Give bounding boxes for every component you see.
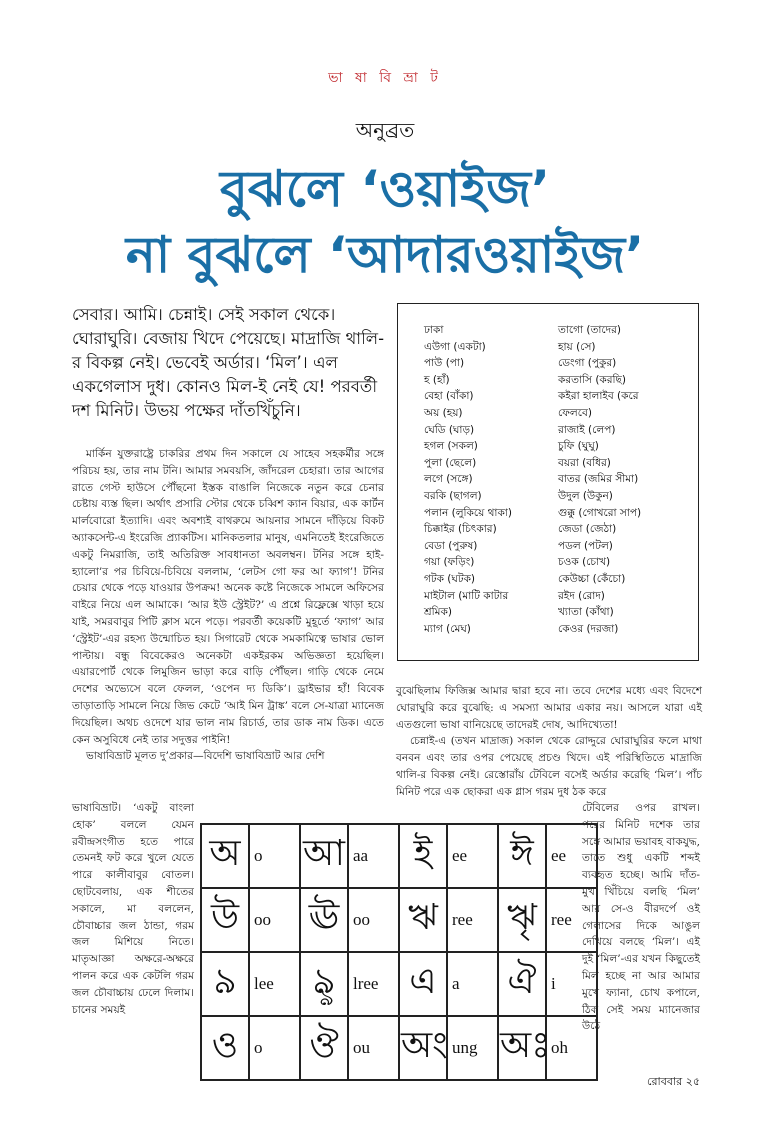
headline-line-2: না বুঝলে ‘আদারওয়াইজ’	[125, 226, 645, 284]
glossary-entry: গয়া (ফড়িং)	[424, 556, 475, 569]
vowel-transliteration: ree	[546, 888, 597, 952]
glossary-entry: বাতর (জমির সীমা)	[558, 473, 639, 486]
vowel-glyph: ঔ	[300, 1016, 348, 1080]
body-paragraph: বুঝেছিলাম ফিজিক্স আমার দ্বারা হবে না। তবে দেশের মধ্যে এবং বিদেশে ঘোরাঘুরি করে বুঝেছি: এ সমস্যা আমার একার নয়। আসলে যারা এই এতগুলো ভাষা বানিয়েছে তাদেরই দোষ, আদিখ্যেতা!	[396, 685, 702, 731]
vowel-transliteration: o	[249, 824, 300, 888]
glossary-entry: মাইটাল (মাটি কাটার	[424, 589, 509, 602]
vowel-transliteration: ree	[447, 888, 498, 952]
glossary-entry: চওক (চোখ)	[558, 556, 611, 569]
vowel-table-row	[201, 1016, 597, 1080]
glossary-column-left	[424, 322, 550, 637]
vowel-table-row	[201, 824, 597, 888]
author-name: অনুব্রত	[355, 118, 415, 142]
vowel-transliteration: ee	[447, 824, 498, 888]
glossary-entry: পুলা (ছেলে)	[424, 456, 477, 469]
body-column-left	[72, 446, 384, 765]
glossary-entry: কেওর (দরজা)	[558, 622, 619, 635]
vowel-glyph: ঋ	[399, 888, 447, 952]
body-column-right-lower	[582, 800, 700, 1035]
glossary-entry: করতাসি (করছি)	[558, 373, 627, 386]
headline	[0, 156, 770, 288]
headline-line-1: বুঝলে ‘ওয়াইজ’	[220, 160, 550, 218]
vowel-transliteration: aa	[348, 824, 399, 888]
body-paragraph: মার্কিন যুক্তরাষ্ট্রে চাকরির প্রথম দিন সকালে যে সাহেব সহকর্মীর সঙ্গে পরিচয় হয়, তার নাম টনি। আমার সমবয়সি, জাঁদরেল চেহারা। তার আগের রাতে গেস্ট হাউসে পৌঁছনো ইস্তক বাঙালি নিজেকে নতুন করে চেনার চেষ্টায় ব্যস্ত ছিল। অর্থাৎ প্রসারি স্টোর থেকে চব্বিশ ক্যান বিয়ার, এক কার্টন মার্লবোরো ইত্যাদি। এবং অবশ্যই বাথরুমে আয়নার সামনে দাঁড়িয়ে বিকট অ্যাকসেন্ট-এ ইংরেজি প্র্যাকটিস। মানিকতলার মানুষ, এমনিতেই ইংরেজিতে একটু নিমরাজি, তাই অতিরিক্ত সাবধানতা অবলম্বন। টনির সঙ্গে হাই-হ্যালো’র পর চিবিয়ে-চিবিয়ে বললাম, ‘লেটস গো ফর আ ফ্যাগ’! টনির চেয়ার থেকে পড়ে যাওয়ার উপক্রম! অনেক কষ্টে নিজেকে সামলে অফিসের বাইরে নিয়ে এল আমাকে। ‘আর ইউ স্ট্রেইট?’ এ প্রশ্নে রিফ্লেক্সে খাড়া হয়ে যাই, সমরবাবুর পিটি ক্লাস মনে পড়ে। পরবর্তী কয়েকটি মুহূর্তে ‘ফ্যাগ’ আর ‘স্ট্রেইট’-এর রহস্য উন্মোচিত হয়। সিগারেট থেকে সমকামিত্বে ভাষার ভোল পাল্টায়। বন্ধু বিবেকেরও অনেকটা একইরকম অভিজ্ঞতা হয়েছিল। এয়ারপোর্ট থেকে লিমুজিন ভাড়া করে বাড়ি পৌঁছল। গাড়ি থেকে নেমে দেশের অভ্যেসে বলে ফেলল, ‘ওপেন দ্য ডিকি’। ড্রাইভার হাঁ! বিবেক তাড়াতাড়ি সামলে নিয়ে জিভ কেটে ‘আই মিন ট্রাঙ্ক’ বলে সে-যাত্রা ম্যানেজ দিয়েছিল। অথচ ওদেশে যার ভাল নাম রিচার্ড, তার ডাক নাম ডিক। এতে কেন অসুবিধে নেই তার সদুত্তর পাইনি!	[72, 448, 384, 746]
glossary-entry: তাগো (তাদের)	[558, 324, 622, 336]
vowel-transliteration: ou	[348, 1016, 399, 1080]
glossary-entry: রইদ (রোদ)	[558, 589, 605, 602]
vowel-transliteration: ung	[447, 1016, 498, 1080]
vowel-glyph: অং	[399, 1016, 447, 1080]
vowel-glyph: উ	[201, 888, 249, 952]
body-paragraph: টেবিলের ওপর রাখল। পরের মিনিট দশেক তার সঙ্গে আমার ভয়াবহ বাকযুদ্ধ, তাতে শুধু একটি শব্দই ব্যবহৃত হচ্ছে। আমি দাঁত-মুখ খিঁচিয়ে বলছি ‘মিল’ আর সে-ও বীরদর্পে ওই গেলাসের দিকে আঙুল দেখিয়ে বলছে ‘মিল’। এই দুই ‘মিল’-এর যখন কিছুতেই মিল হচ্ছে না আর আমার মুখে ফ্যানা, চোখ কপালে, ঠিক সেই সময় ম্যানেজার উঠে	[582, 802, 700, 1033]
vowel-glyph: আ	[300, 824, 348, 888]
body-paragraph: ভাষাবিভ্রাট। ‘একটু বাংলা হোক’ বললে যেমন রবীন্দ্রসংগীত হতে পারে তেমনই ফট করে খুলে যেতে পারে কালীবাবুর বোতল। ছোটবেলায়, এক শীতের সকালে, মা বললেন, চৌবাচ্চার জল ঠান্ডা, গরম জল মিশিয়ে নিতে। মাতৃআজ্ঞা অক্ষরে-অক্ষরে পালন করে এক কেটলি গরম জল চৌবাচ্চায় ঢেলে দিলাম। চানের সময়ই	[72, 802, 194, 1016]
vowel-glyph: ই	[399, 824, 447, 888]
glossary-entry: বেডা (পুরুষ)	[424, 539, 478, 552]
glossary-entry: কইরা হালাইব (করে	[558, 390, 639, 403]
glossary-entry: চুফি (ঘুঘু)	[558, 440, 599, 453]
glossary-entry: হায় (সে)	[558, 340, 596, 353]
intro-paragraph: সেবার। আমি। চেন্নাই। সেই সকাল থেকে। ঘোরাঘুরি। বেজায় খিদে পেয়েছে। মাদ্রাজি থালি-র বিকল্প নেই। ভেবেই অর্ডার। ‘মিল’। এল একগেলাস দুধ। কোনও মিল-ই নেই যে! পরবর্তী দশ মিনিট। উভয় পক্ষের দাঁতখিঁচুনি।	[72, 305, 385, 420]
glossary-entry: পাউ (পা)	[424, 357, 465, 370]
body-paragraph: ভাষাবিভ্রাট মূলত দু’প্রকার—বিদেশি ভাষাবিভ্রাট আর দেশি	[86, 750, 325, 763]
body-column-left-lower	[72, 800, 194, 1018]
vowel-glyph: ঈ	[498, 824, 546, 888]
vowel-glyph: অঃ	[498, 1016, 546, 1080]
glossary-entry: হগল (সকল)	[424, 440, 478, 453]
vowel-glyph: ৡ	[300, 952, 348, 1016]
glossary-entry: কেউচ্চা (কেঁচো)	[558, 572, 626, 585]
dialect-glossary-box	[397, 303, 699, 661]
vowel-transliteration: a	[447, 952, 498, 1016]
glossary-entry: বয়রা (বধির)	[558, 456, 611, 469]
vowel-glyph: ঐ	[498, 952, 546, 1016]
glossary-entry: বরকি (ছাগল)	[424, 489, 482, 502]
vowel-transliteration: lree	[348, 952, 399, 1016]
glossary-entry: খ্যাতা (কাঁথা)	[558, 606, 614, 619]
glossary-entry: জেডা (জেঠা)	[558, 523, 617, 536]
vowel-transliteration: oo	[249, 888, 300, 952]
section-tag: ভা ষা বি ভ্রা ট	[328, 70, 442, 86]
glossary-entry: বেহা (বাঁকা)	[424, 390, 474, 403]
vowel-table-row	[201, 888, 597, 952]
glossary-entry: এউগা (একটা)	[424, 340, 486, 353]
glossary-entry: ম্যাগ (মেঘ)	[424, 622, 471, 635]
glossary-entry: ডেংগা (পুকুর)	[558, 357, 617, 370]
vowel-transliteration: lee	[249, 952, 300, 1016]
vowel-glyph: ও	[201, 1016, 249, 1080]
glossary-entry: চিক্কাইর (চিৎকার)	[424, 523, 497, 536]
glossary-entry: রাজাই (লেপ)	[558, 423, 616, 436]
glossary-entry: গুক্কু (গোখরো সাপ)	[558, 506, 642, 519]
vowel-transliteration: oh	[546, 1016, 597, 1080]
glossary-entry: লগে (সঙ্গে)	[424, 473, 473, 486]
glossary-entry: গটক (ঘটক)	[424, 572, 476, 585]
vowel-glyph: ঊ	[300, 888, 348, 952]
glossary-entry: শ্রমিক)	[424, 606, 452, 619]
page-footer: রোববার ২৫	[647, 1075, 700, 1088]
glossary-entry: ফেলবে)	[558, 406, 592, 419]
body-column-right	[396, 683, 702, 801]
vowel-glyph: অ	[201, 824, 249, 888]
vowel-table-row	[201, 952, 597, 1016]
glossary-entry: হ (হাঁ)	[424, 373, 450, 386]
glossary-entry: ঢাকা	[424, 324, 444, 336]
glossary-entry: ঘেডি (ঘাড়)	[424, 423, 475, 436]
glossary-entry: পডল (পটল)	[558, 539, 613, 552]
bengali-vowel-table	[200, 823, 598, 1081]
vowel-transliteration: i	[546, 952, 597, 1016]
glossary-entry: পলান (লুকিয়ে থাকা)	[424, 506, 512, 519]
glossary-column-right	[558, 322, 684, 637]
vowel-transliteration: ee	[546, 824, 597, 888]
vowel-glyph: ৯	[201, 952, 249, 1016]
body-paragraph: চেন্নাই-এ (তখন মাদ্রাজ) সকাল থেকে রোদ্দুরে ঘোরাঘুরির ফলে মাথা বনবন এবং তার ওপর পেয়েছে প্রচণ্ড খিদে। এই পরিস্থিতিতে মাদ্রাজি থালি-র বিকল্প নেই। রেস্তোরাঁয় টেবিলে বসেই অর্ডার করেছি ‘মিল’। পাঁচ মিনিট পরে এক ছোকরা এক গ্লাস গরম দুধ ঠক করে	[396, 735, 702, 798]
glossary-entry: উদুল (উকুন)	[558, 489, 613, 502]
vowel-transliteration: oo	[348, 888, 399, 952]
glossary-entry: অয় (হয়)	[424, 406, 463, 419]
vowel-transliteration: o	[249, 1016, 300, 1080]
vowel-glyph: ৠ	[498, 888, 546, 952]
vowel-glyph: এ	[399, 952, 447, 1016]
